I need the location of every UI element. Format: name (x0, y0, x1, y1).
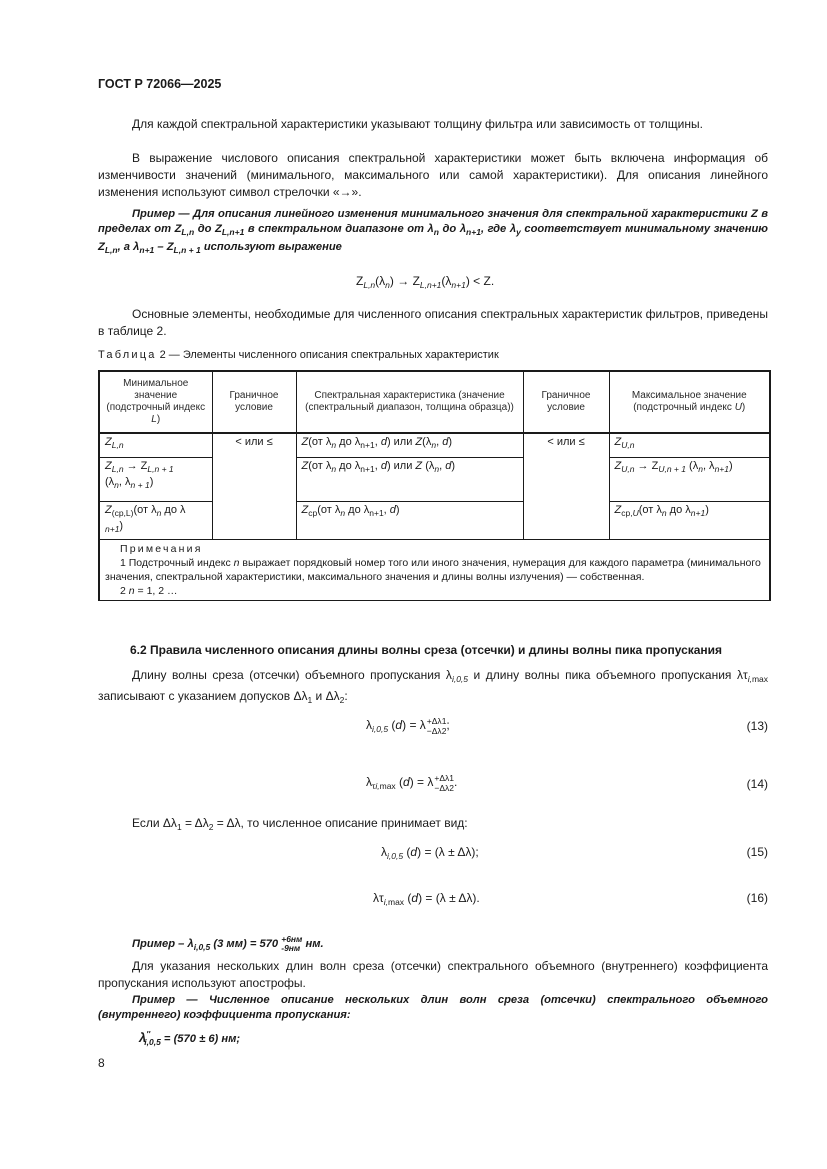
page-number: 8 (98, 1056, 105, 1070)
formula-13: $\lambda_{i,0,5}$ (d) = λ+Δλ1 −Δλ2; (366, 716, 450, 736)
section-paragraph: Длину волны среза (отсечки) объемного пропускания $\lambda_{i,0,5}$ и длину волны пика объемного пропускания $\lambda\tau_{i,max}$ записывают с указанием допусков $\Delta\lambda_1$ и $\Delta\lambda_2$: (98, 668, 768, 705)
elements-table (98, 370, 771, 601)
formula-16-number: (16) (746, 891, 768, 905)
notes-title: Примечания (120, 542, 203, 555)
header-boundary-1: Граничное условие (212, 371, 296, 433)
cell-min-1: $Z_{L,n}$ (99, 433, 212, 457)
intro-paragraph-1: Для каждой спектральной характеристики указывают толщину фильтра или зависимость от толщины. (132, 117, 703, 131)
formula-15: $\lambda_{i,0,5}$ (d) = (λ ± Δλ); (381, 845, 479, 861)
apostrophe-paragraph: Для указания нескольких длин волн среза (отсечки) спектрального объемного (внутреннего) коэффициента пропускания используют апострофы. (98, 959, 768, 990)
cell-boundary-right: < или ≤ (523, 433, 609, 539)
intro-paragraph-3: Основные элементы, необходимые для численного описания спектральных характеристик фильтров, приведены в таблице 2. (98, 307, 768, 338)
header-min-value: Минимальное значение (подстрочный индекс L) (99, 371, 212, 433)
page-header: ГОСТ Р 72066—2025 (98, 77, 222, 91)
header-spectral: Спектральная характеристика (значение (спектральный диапазон, толщина образца)) (296, 371, 523, 433)
formula-14: $\lambda_{\tau i,max}$ (d) = λ+Δλ1 −Δλ2. (366, 773, 458, 793)
cell-max-1: $Z_{U,n}$ (609, 433, 770, 457)
cell-min-2: $Z_{L,n} \to Z_{L,n + 1}$ ($\lambda_n$, $\lambda_{n + 1}$) (99, 457, 212, 501)
example-multiple-cutoff: Пример — Численное описание нескольких длин волн среза (отсечки) спектрального объемного (внутреннего) коэффициента пропускания: (98, 994, 768, 1021)
header-boundary-2: Граничное условие (523, 371, 609, 433)
cell-max-2: $Z_{U,n} \to Z_{U,n + 1}$ ($\lambda_n$, $\lambda_{n+1}$) (609, 457, 770, 501)
cell-spectral-1: Z(от $\lambda_n$ до $\lambda_{n+1}$, d) или $Z(\lambda_n$, d) (296, 433, 523, 457)
formula-multiple-cutoff: $\lambda''_{i,0,5} = (570 \pm 6)$ нм; (139, 1029, 241, 1047)
intro-paragraph-2: В выражение числового описания спектральной характеристики может быть включена информация об изменчивости значений (минимального, максимального или самой характеристики). Для описания линейного изменения используют символ стрелочки «→». (98, 151, 768, 199)
formula-16: $\lambda\tau_{i,max}$ (d) = (λ ± Δλ). (373, 891, 480, 907)
table-caption: Таблица 2 — Элементы численного описания спектральных характеристик (98, 349, 499, 361)
cell-spectral-2: Z(от $\lambda_n$ до $\lambda_{n+1}$, d) или Z ($\lambda_n$, d) (296, 457, 523, 501)
table-notes (99, 539, 770, 600)
cell-min-3: $Z_{(ср,L)}(от$ $\lambda_n$ до λ $_{n+1}$) (99, 501, 212, 539)
note-2: 2 n = 1, 2 … (120, 584, 178, 597)
example-linear-change: Пример — Для описания линейного изменения минимального значения для спектральной характеристики Z в пределах от $Z_{L,n}$ до $Z_{L,n+1}$ в спектральном диапазоне от $\lambda_n$ до $\lambda_{n+1}$, где $\lambda_y$ соответствует минимальному значению $Z_{L,n}$, а $\lambda_{n+1} - Z_{L,n + 1}$ используют выражение (98, 208, 768, 255)
formula-linear: $Z_{L,n}(\lambda_n) \to Z_{L,n+1}(\lambda_{n+1}) < Z$. (356, 274, 495, 290)
equality-condition: Если $\Delta\lambda_1 = \Delta\lambda_2 = \Delta\lambda$, то численное описание принимает вид: (132, 816, 468, 832)
formula-13-number: (13) (746, 719, 768, 733)
formula-14-number: (14) (746, 777, 768, 791)
section-title: 6.2 Правила численного описания длины волны среза (отсечки) и длины волны пика пропускания (130, 643, 723, 657)
cell-spectral-3: $Z_{ср}(от$ $\lambda_n$ до $\lambda_{n+1}$, d) (296, 501, 523, 539)
cell-max-3: $Z_{ср,U}(от$ $\lambda_n$ до $\lambda_{n+1}$) (609, 501, 770, 539)
formula-15-number: (15) (746, 845, 768, 859)
example-cutoff-value: Пример – $\lambda_{i,0,5}$ (3 мм) = 570 +6нм -9нм нм. (132, 934, 324, 953)
cell-boundary-left: < или ≤ (212, 433, 296, 539)
note-1: 1 Подстрочный индекс n выражает порядковый номер того или иного значения, нумерация для каждого параметра (минимального значения, спектральной характеристики, максимального значения и длины волны излучения) — собственная. (105, 556, 761, 583)
header-max-value: Максимальное значение (подстрочный индекс U) (609, 371, 770, 433)
